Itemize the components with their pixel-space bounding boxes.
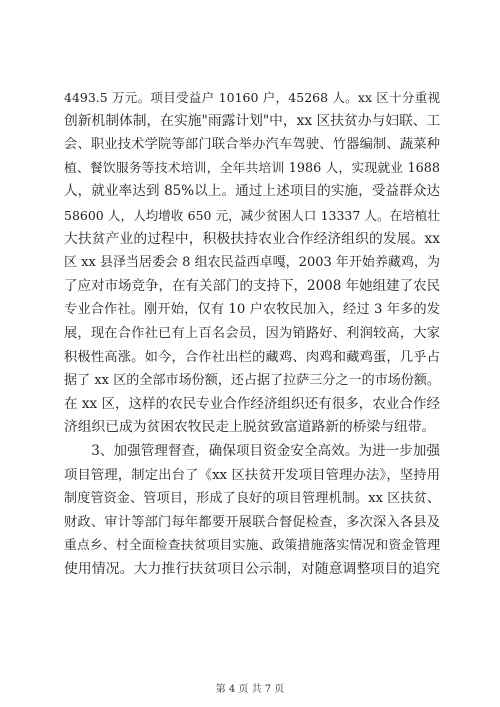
paragraph-2 bbox=[64, 440, 440, 582]
text-line: 4493.5 万元。项目受益户 10160 户，45268 人。xx 区十分重视 bbox=[64, 90, 440, 105]
text-line: 会、职业技术学院等部门联合举办汽车驾驶、竹器编制、蔬菜种 bbox=[64, 137, 440, 153]
text-line: 植、餐饮服务等技术培训，全年共培训 1986 人，实现就业 1688 bbox=[64, 160, 440, 176]
page-number-footer: 第 4 页 共 7 页 bbox=[215, 684, 285, 695]
document-body bbox=[64, 86, 440, 581]
text-line: 重点乡、村全面检查扶贫项目实施、政策措施落实情况和资金管理 bbox=[64, 538, 440, 554]
text-line: 人，就业率达到 85%以上。通过上述项目的实施，受益群众达 bbox=[64, 183, 440, 200]
text-line: 展，现在合作社已有上百名会员，因为销路好、利润较高，大家 bbox=[64, 325, 440, 341]
text-line: 58600 人，人均增收 650 元，减少贫困人口 13337 人。在培植壮 bbox=[64, 207, 440, 223]
text-line: 积极性高涨。如今，合作社出栏的藏鸡、肉鸡和藏鸡蛋，几乎占 bbox=[64, 349, 440, 365]
text-line: 专业合作社。刚开始，仅有 10 户农牧民加入，经过 3 年多的发 bbox=[64, 302, 440, 318]
text-line: 项目管理，制定出台了《xx 区扶贫开发项目管理办法》，坚持用 bbox=[64, 467, 440, 483]
text-line: 3、加强管理督查，确保项目资金安全高效。为进一步加强 bbox=[64, 442, 440, 459]
text-line: 大扶贫产业的过程中，积极扶持农业合作经济组织的发展。xx bbox=[64, 230, 440, 247]
text-line: 了应对市场竞争，在有关部门的支持下，2008 年她组建了农民 bbox=[64, 277, 441, 294]
text-line: 制度管资金、管项目，形成了良好的项目管理机制。xx 区扶贫、 bbox=[64, 491, 440, 507]
text-line: 济组织已成为贫困农牧民走上脱贫致富道路新的桥梁与纽带。 bbox=[64, 419, 436, 436]
text-line: 在 xx 区，这样的农民专业合作经济组织还有很多，农业合作经 bbox=[64, 395, 440, 412]
text-line: 区 xx 县泽当居委会 8 组农民益西卓嘎，2003 年开始养藏鸡，为 bbox=[64, 255, 440, 271]
paragraph-1 bbox=[64, 86, 440, 440]
text-line: 创新机制体制，在实施"雨露计划"中，xx 区扶贫办与妇联、工 bbox=[64, 112, 441, 129]
text-line: 据了 xx 区的全部市场份额，还占据了拉萨三分之一的市场份额。 bbox=[64, 373, 440, 389]
text-line: 财政、审计等部门每年都要开展联合督促检查，多次深入各县及 bbox=[64, 514, 440, 530]
text-line: 使用情况。大力推行扶贫项目公示制，对随意调整项目的追究 bbox=[64, 560, 440, 577]
